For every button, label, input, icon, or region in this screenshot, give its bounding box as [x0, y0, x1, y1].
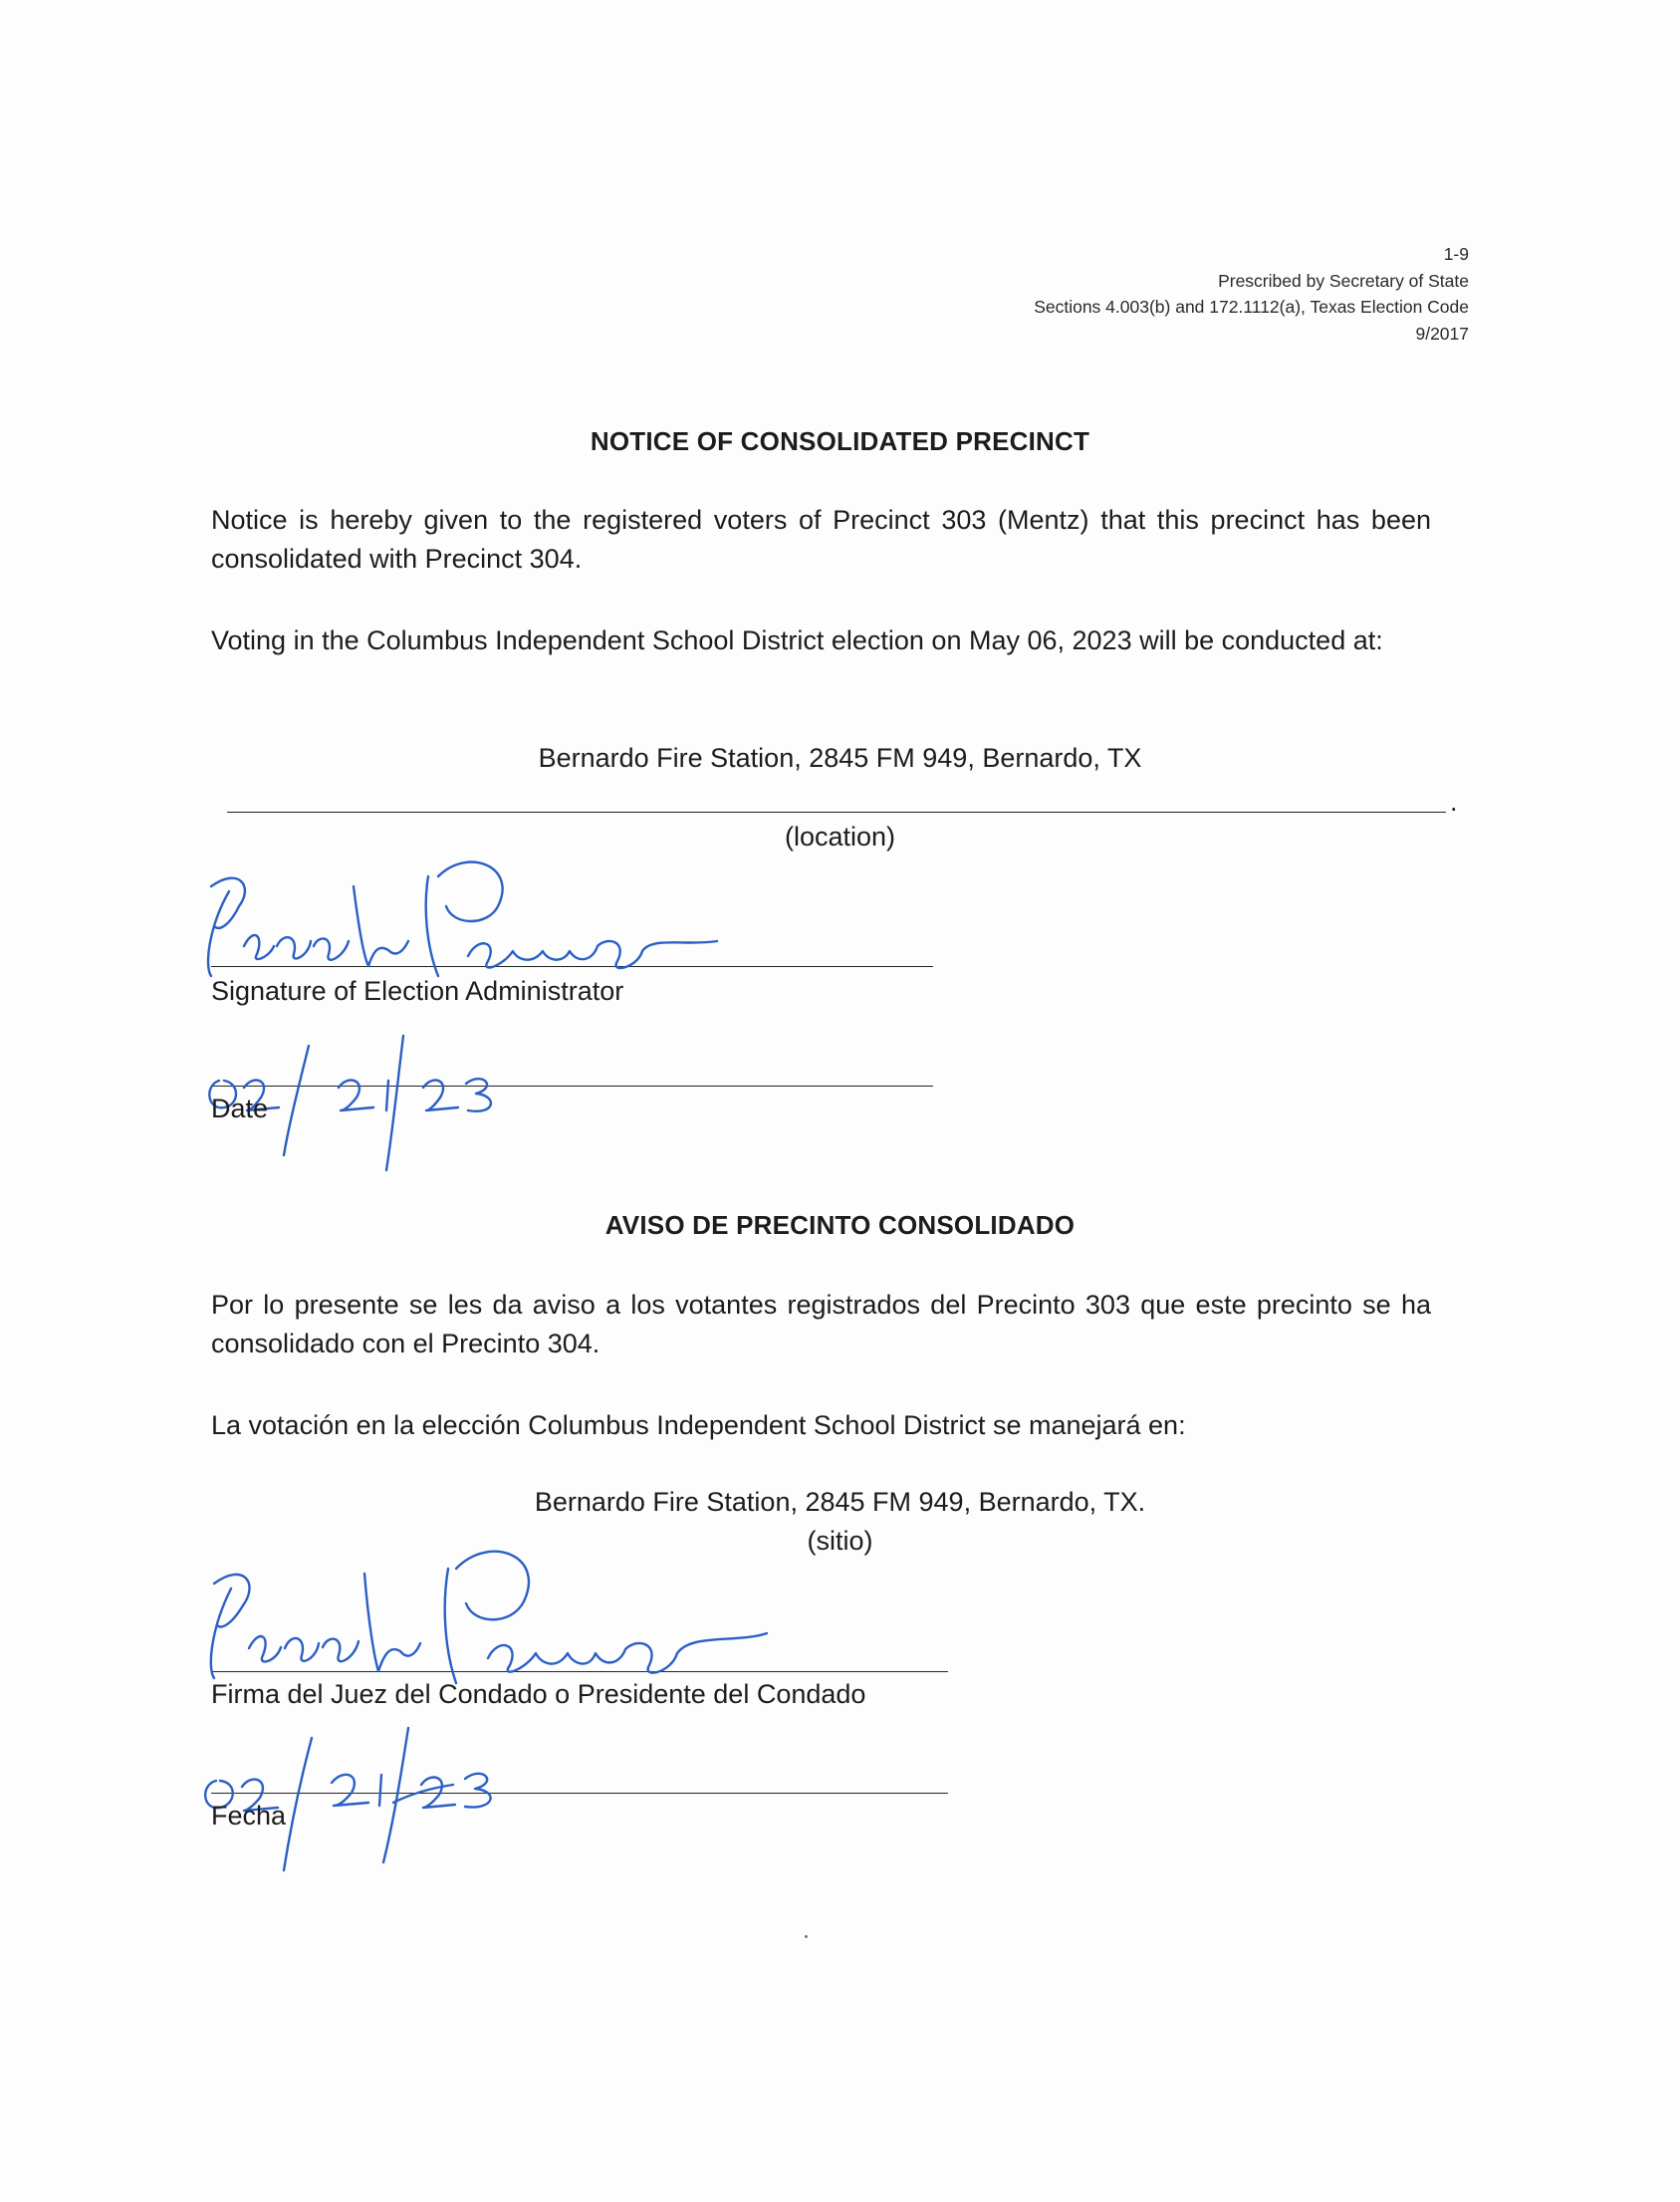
english-signature-line [211, 966, 933, 967]
form-prescribed-by: Prescribed by Secretary of State [1218, 270, 1469, 291]
english-date-line [211, 1086, 933, 1087]
english-signature-image [199, 847, 757, 996]
english-notice: Notice is hereby given to the registered voters of Precinct 303 (Mentz) that this precinct has been consolidated with Precinct 304. [211, 505, 1431, 574]
spanish-title: AVISO DE PRECINTO CONSOLIDADO [604, 1210, 1076, 1240]
rule-period: . [1450, 787, 1458, 817]
spanish-signature-label: Firma del Juez del Condado o Presidente del Condado [211, 1679, 866, 1709]
spanish-voting-text: La votación en la elección Columbus Independent School District se manejará en: [211, 1410, 1186, 1440]
spanish-date-line [211, 1793, 948, 1794]
spanish-location-label: (sitio) [807, 1526, 873, 1556]
spanish-location: Bernardo Fire Station, 2845 FM 949, Bernardo, TX. [534, 1487, 1146, 1517]
form-number: 1-9 [1443, 244, 1469, 264]
english-signature-label: Signature of Election Administrator [211, 976, 624, 1006]
form-sections: Sections 4.003(b) and 172.1112(a), Texas Election Code [1034, 297, 1469, 317]
english-title: NOTICE OF CONSOLIDATED PRECINCT [590, 426, 1090, 456]
english-date-label: Date [211, 1094, 269, 1123]
location-rule [227, 812, 1446, 813]
spanish-notice: Por lo presente se les da aviso a los votantes registrados del Precinto 303 que este precinto se ha consolidado con el Precinto 304. [211, 1290, 1431, 1358]
english-location-label: (location) [784, 822, 896, 852]
english-voting-text: Voting in the Columbus Independent School District election on May 06, 2023 will be conducted at: [211, 625, 1383, 655]
spanish-date-label: Fecha [211, 1801, 287, 1831]
english-location: Bernardo Fire Station, 2845 FM 949, Bernardo, TX [538, 743, 1142, 773]
spanish-signature-line [211, 1671, 948, 1672]
scan-speck [805, 1935, 808, 1938]
form-revision-date: 9/2017 [1415, 323, 1469, 344]
form-reference [1034, 241, 1469, 347]
spanish-signature-image [199, 1534, 817, 1703]
